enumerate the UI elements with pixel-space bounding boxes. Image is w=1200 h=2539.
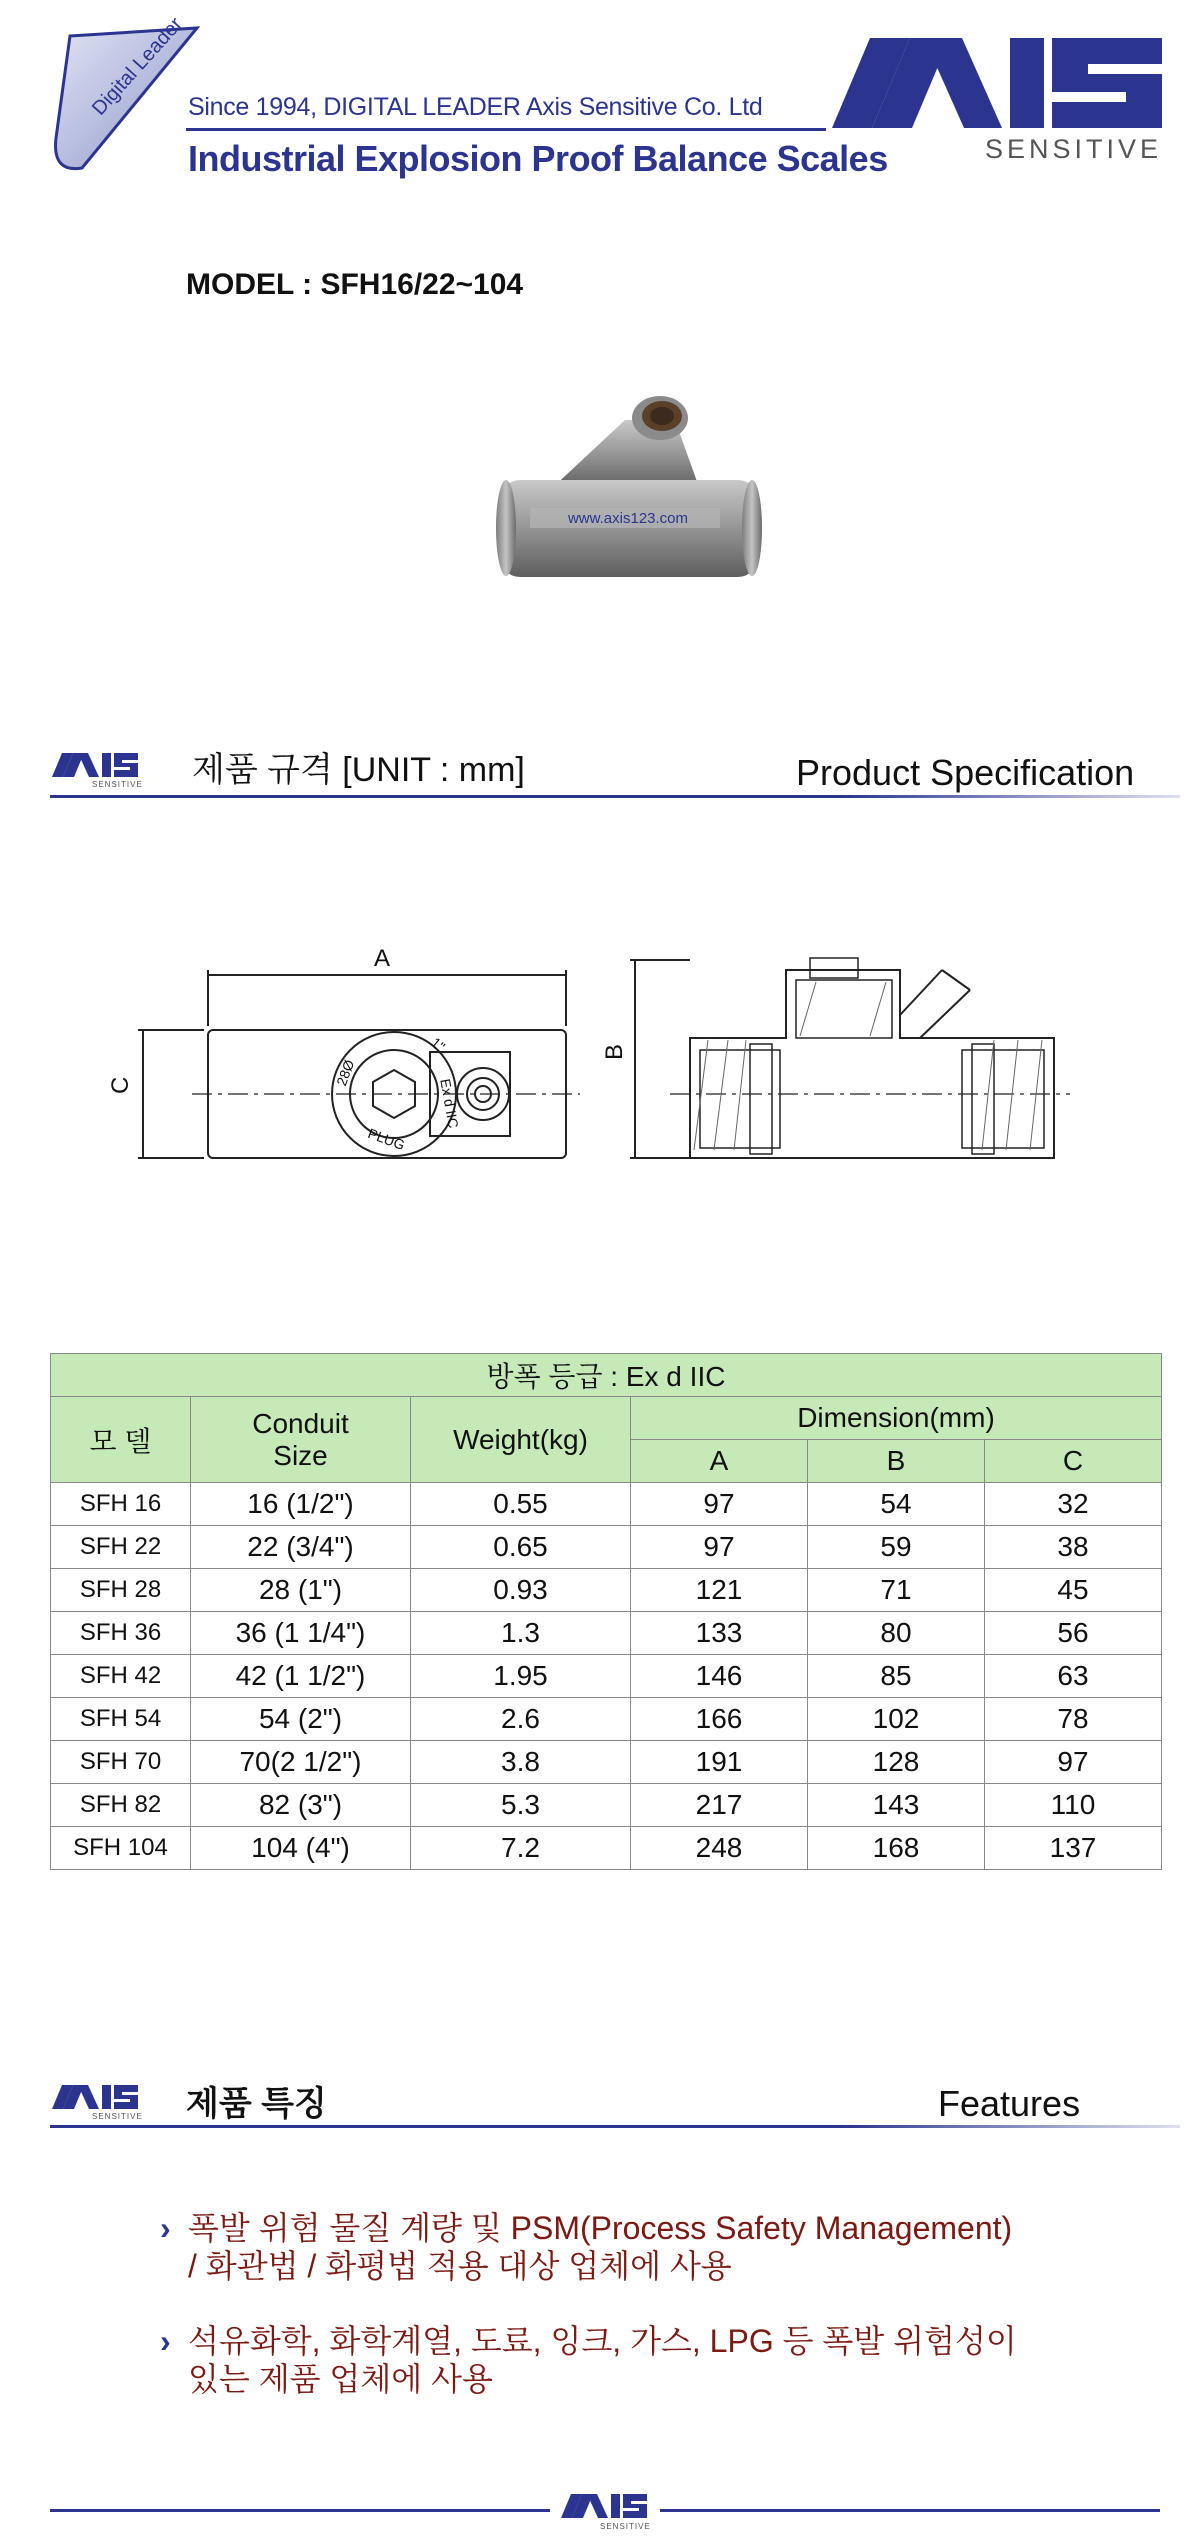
axis-logo-sub: SENSITIVE	[985, 134, 1163, 164]
col-b: B	[808, 1440, 985, 1483]
model-label: MODEL : SFH16/22~104	[186, 268, 524, 301]
feature-item: › 석유화학, 화학계열, 도료, 잉크, 가스, LPG 등 폭발 위험성이 있는 제품 업체에 사용	[160, 2323, 1017, 2397]
col-weight: Weight(kg)	[411, 1397, 631, 1483]
tagline-rule	[186, 128, 826, 131]
product-watermark: www.axis123.com	[567, 510, 689, 527]
spec-table	[50, 1353, 1162, 1870]
feature-item: › 폭발 위험 물질 계량 및 PSM(Process Safety Management) / 화관법 / 화평법 적용 대상 업체에 사용	[160, 2210, 1013, 2284]
plug-text-2: 1"	[428, 1034, 449, 1055]
table-row: SFH 104 104 (4") 7.2 248 168 137	[51, 1827, 1162, 1870]
chevron-right-icon: ›	[160, 2323, 171, 2359]
features-section-title-kr: 제품 특징	[186, 2085, 327, 2123]
table-row: SFH 42 42 (1 1/2") 1.95 146 85 63	[51, 1655, 1162, 1698]
dimension-diagram	[107, 940, 1070, 1200]
diagram-label-a: A	[373, 945, 391, 972]
table-row: SFH 28 28 (1") 0.93 121 71 45	[51, 1569, 1162, 1612]
plug-text-4: PLUG	[365, 1124, 408, 1154]
col-dimension: Dimension(mm)	[631, 1397, 1162, 1440]
axis-logo	[832, 38, 1162, 133]
spec-section-logo	[52, 753, 138, 783]
features-section-rule	[50, 2125, 1180, 2128]
col-conduit: Conduit Size	[191, 1397, 411, 1483]
table-row: SFH 36 36 (1 1/4") 1.3 133 80 56	[51, 1612, 1162, 1655]
badge-text: Digital Leader	[88, 13, 187, 120]
footer-rule-left	[50, 2509, 550, 2512]
table-row: SFH 22 22 (3/4") 0.65 97 59 38	[51, 1526, 1162, 1569]
table-row: SFH 16 16 (1/2") 0.55 97 54 32	[51, 1483, 1162, 1526]
spec-section-title-en: Product Specification	[796, 752, 1135, 793]
features-section-title-en: Features	[938, 2083, 1081, 2124]
col-c: C	[985, 1440, 1162, 1483]
col-a: A	[631, 1440, 808, 1483]
spec-section-rule	[50, 795, 1180, 798]
plug-text-1: 28Ø	[333, 1057, 358, 1088]
footer-rule-right	[660, 2509, 1160, 2512]
features-section-logo-sub: SENSITIVE	[92, 2112, 143, 2121]
chevron-right-icon: ›	[160, 2210, 171, 2246]
footer-logo	[561, 2494, 647, 2524]
explosion-rating: 방폭 등급 : Ex d IIC	[51, 1354, 1162, 1397]
spec-section-logo-sub: SENSITIVE	[92, 780, 143, 789]
diagram-label-b: B	[601, 1043, 628, 1060]
company-tagline: Since 1994, DIGITAL LEADER Axis Sensitive Co. Ltd	[188, 93, 763, 121]
table-row: SFH 82 82 (3") 5.3 217 143 110	[51, 1784, 1162, 1827]
diagram-label-c: C	[107, 1076, 134, 1094]
table-row: SFH 70 70(2 1/2") 3.8 191 128 97	[51, 1741, 1162, 1784]
page-headline: Industrial Explosion Proof Balance Scales	[188, 138, 888, 179]
features-section-logo	[52, 2085, 138, 2115]
spec-section-title-kr: 제품 규격 [UNIT : mm]	[192, 751, 525, 789]
footer-logo-sub: SENSITIVE	[600, 2522, 651, 2531]
col-model: 모 델	[51, 1397, 191, 1483]
table-row: SFH 54 54 (2") 2.6 166 102 78	[51, 1698, 1162, 1741]
plug-text-3: Ex d IIC	[437, 1077, 462, 1130]
product-photo	[490, 380, 765, 595]
digital-leader-badge	[52, 13, 202, 173]
axis-logo-text: AXIS	[832, 38, 835, 39]
